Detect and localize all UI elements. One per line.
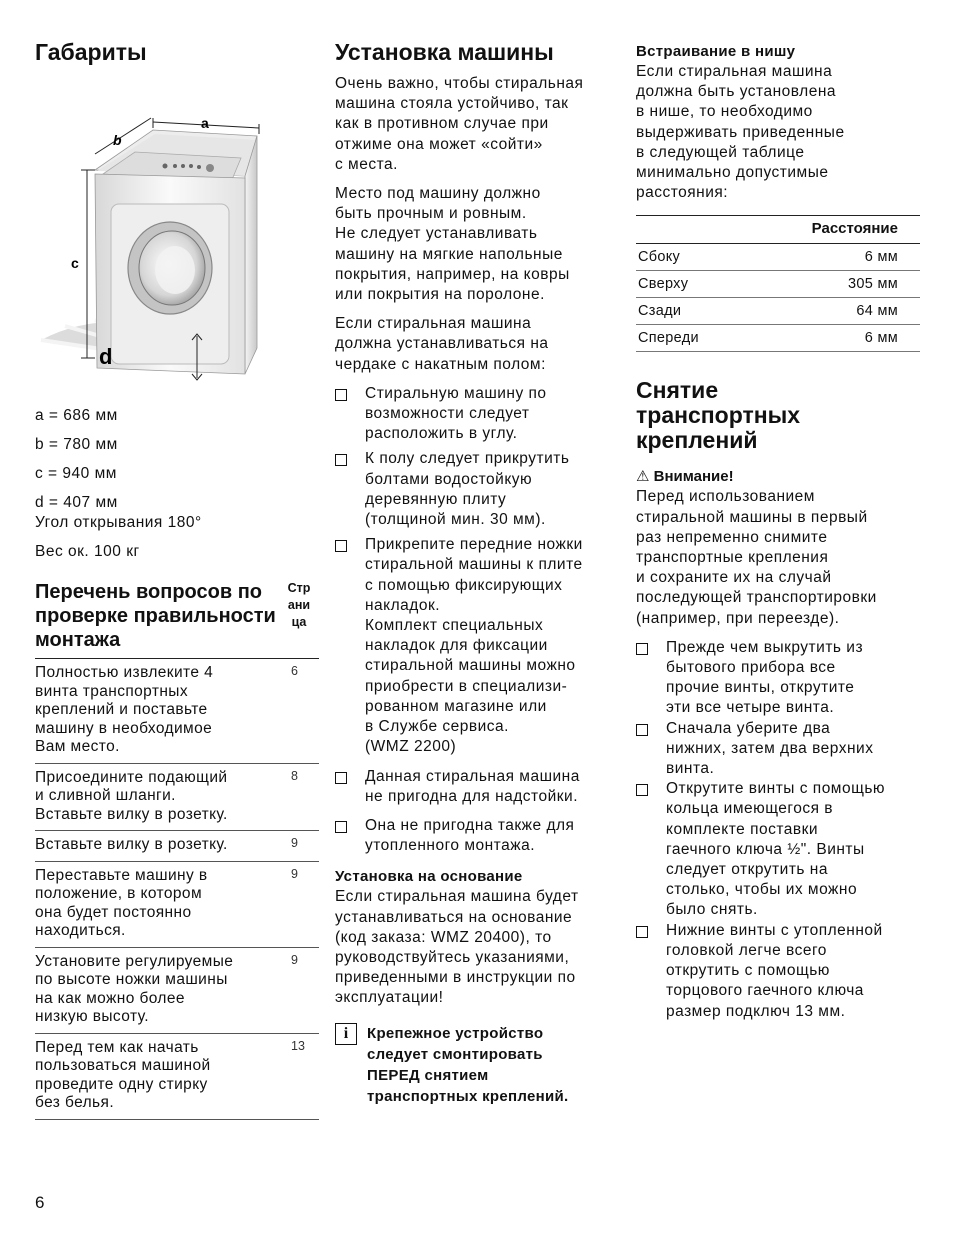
table-row	[35, 948, 319, 1034]
paragraph: Место под машину должно быть прочным и ровным. Не следует устанавливать машину на мягкие напольные покрытия, например, на ковры или покрытия на поролоне.	[335, 185, 570, 304]
washing-machine-dimension-figure	[35, 78, 319, 392]
checklist-page: 9	[291, 952, 298, 967]
list-item	[335, 535, 618, 757]
column-dimensions	[35, 38, 319, 1120]
checkbox-bullet-icon	[335, 821, 347, 833]
list-item	[335, 767, 618, 807]
checklist-text: Вставьте вилку в розетку.	[35, 836, 228, 853]
side-label: Сверху	[638, 276, 689, 293]
base-install-heading: Установка на основание	[335, 868, 523, 886]
checkbox-bullet-icon	[636, 724, 648, 736]
checkbox-bullet-icon	[636, 643, 648, 655]
checklist-text: Присоедините подающий и сливной шланги. Вставьте вилку в розетку.	[35, 768, 228, 823]
info-text: Крепежное устройство следует смонтировать ПЕРЕД снятием транспортных креплений.	[367, 1024, 569, 1105]
checklist-page: 9	[291, 836, 298, 850]
list-item	[636, 779, 920, 920]
table-row	[35, 862, 319, 948]
info-icon: i	[335, 1023, 357, 1045]
info-note	[335, 1023, 618, 1107]
table-row	[35, 1034, 319, 1120]
page-number: 6	[35, 1193, 45, 1212]
list-item-text: Прикрепите передние ножки стиральной машины к плите с помощью фиксирующих накладок. Комплект специальных накладок для фиксации стиральной машины можно приобрести в специализи- рованном магазине или в Службе сервиса. (WMZ 2200)	[365, 536, 583, 756]
list-item	[335, 816, 618, 856]
table-row	[35, 764, 319, 832]
list-item-text: Данная стиральная машина не пригодна для надстойки.	[365, 767, 580, 805]
paragraph: Если стиральная машина будет устанавливаться на основание (код заказа: WMZ 20400), то руководствуйтесь указаниями, приведенными в инструкции по эксплуатации!	[335, 888, 579, 1007]
list-item-text: К полу следует прикрутить болтами водостойкую деревянную плиту (толщиной мин. 30 мм).	[365, 450, 570, 529]
paragraph: Если стиральная машина должна быть установлена в нише, то необходимо выдерживать приведенные в следующей таблице минимально допустимые расстояния:	[636, 63, 845, 202]
checklist-text: Установите регулируемые по высоте ножки машины на как можно более низкую высоту.	[35, 952, 234, 1025]
checkbox-bullet-icon	[636, 784, 648, 796]
list-item	[335, 384, 618, 445]
dim-d: d = 407 мм	[35, 494, 118, 511]
list-item-text: Открутите винты с помощью кольца имеющегося в комплекте поставки гаечного ключа ½". Винты следует открутить на столько, чтобы их можно было снять.	[666, 780, 886, 919]
table-row	[636, 271, 920, 298]
checklist-page: 13	[291, 1038, 305, 1053]
distance-value: 64 мм	[856, 303, 898, 320]
installation-checklist	[35, 580, 319, 1120]
dim-label-d: d	[99, 344, 113, 369]
paragraph: Если стиральная машина должна устанавливаться на чердаке с накатным полом:	[335, 315, 549, 373]
paragraph: Перед использованием стиральной машины в первый раз непременно снимите транспортные крепления и сохраните их на случай последующей транспортировки (например, при переезде).	[636, 488, 877, 627]
list-item-text: Стиральную машину по возможности следует расположить в углу.	[365, 384, 547, 443]
transport-locks-title: Снятие транспортных креплений	[636, 377, 801, 454]
distance-value: 6 мм	[864, 330, 898, 347]
dimension-list	[35, 406, 319, 566]
list-item-text: Она не пригодна также для утопленного монтажа.	[365, 816, 575, 855]
checklist-page: 8	[291, 768, 298, 783]
checkbox-bullet-icon	[335, 540, 347, 552]
distance-table	[636, 215, 920, 352]
list-item	[335, 449, 618, 530]
checkbox-bullet-icon	[335, 389, 347, 401]
checklist-title: Перечень вопросов по проверке правильности монтажа	[35, 581, 276, 651]
washing-machine-illustration	[35, 78, 319, 392]
distance-value: 305 мм	[848, 276, 898, 293]
dim-c: c = 940 мм	[35, 465, 117, 482]
warning-label: Внимание!	[653, 468, 734, 486]
checklist-page-header: Стр ани ца	[287, 581, 311, 629]
table-row	[35, 659, 319, 764]
dim-label-c: c	[71, 255, 79, 271]
table-row	[636, 325, 920, 352]
distance-table-header: Расстояние	[636, 215, 920, 244]
list-item	[636, 921, 920, 1022]
list-item-text: Прежде чем выкрутить из бытового прибора все прочие винты, открутите эти все четыре винта.	[666, 638, 864, 717]
list-item-text: Сначала уберите два нижних, затем два верхних винта.	[666, 719, 874, 778]
installation-title: Установка машины	[335, 39, 554, 65]
paragraph: Очень важно, чтобы стиральная машина стояла устойчиво, так как в противном случае при отжиме она может «сойти» с места.	[335, 75, 584, 173]
distance-value: 6 мм	[864, 249, 898, 266]
table-row	[35, 831, 319, 862]
warning-heading	[636, 467, 920, 487]
side-label: Сзади	[638, 303, 682, 320]
list-item	[636, 719, 920, 780]
weight: Вес ок. 100 кг	[35, 543, 140, 560]
list-item-text: Нижние винты с утопленной головкой легче всего открутить с помощью торцового гаечного ключа размер подключ 13 мм.	[666, 921, 883, 1020]
dim-label-b: b	[113, 132, 122, 148]
dimensions-title: Габариты	[35, 39, 147, 65]
door-angle: Угол открывания 180°	[35, 514, 202, 531]
column-niche	[636, 42, 920, 1022]
column-installation	[335, 38, 618, 1107]
dim-a: a = 686 мм	[35, 407, 118, 424]
checkbox-bullet-icon	[335, 772, 347, 784]
checklist-page: 6	[291, 664, 298, 678]
side-label: Спереди	[638, 330, 699, 347]
list-item	[636, 638, 920, 719]
side-label: Сбоку	[638, 249, 681, 266]
checklist-text: Полностью извлеките 4 винта транспортных креплений и поставьте машину в необходимое Вам место.	[35, 664, 214, 755]
checkbox-bullet-icon	[335, 454, 347, 466]
table-row	[636, 298, 920, 325]
niche-heading: Встраивание в нишу	[636, 43, 796, 60]
checkbox-bullet-icon	[636, 926, 648, 938]
table-row	[636, 244, 920, 271]
checklist-text: Перед тем как начать пользоваться машиной проведите одну стирку без белья.	[35, 1038, 211, 1111]
dim-label-a: a	[201, 115, 209, 131]
checklist-text: Переставьте машину в положение, в котором она будет постоянно находиться.	[35, 866, 208, 939]
checklist-page: 9	[291, 866, 298, 881]
warning-icon: ⚠	[636, 468, 650, 486]
dim-b: b = 780 мм	[35, 436, 118, 453]
